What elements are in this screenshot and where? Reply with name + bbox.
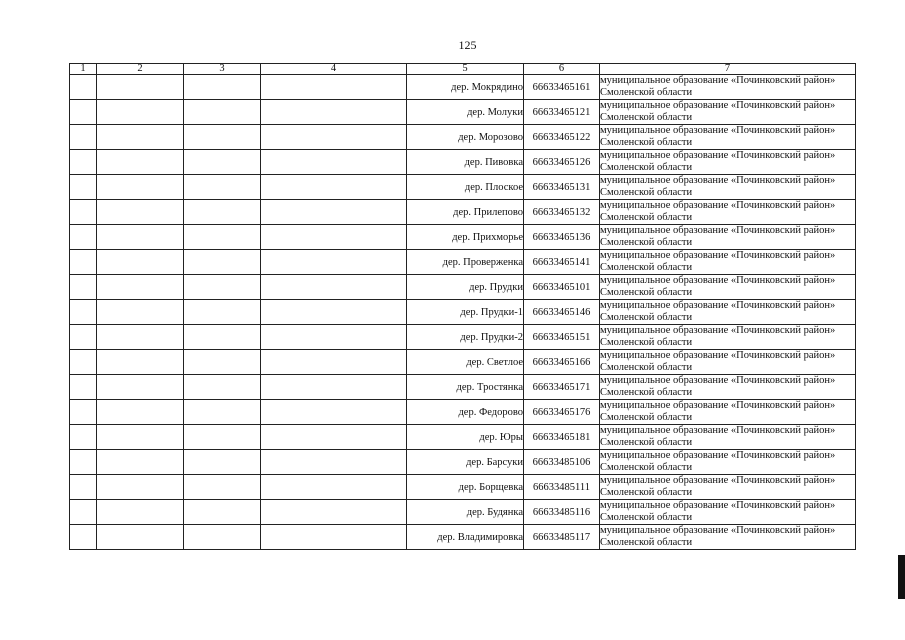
empty-cell (184, 500, 261, 525)
municipality-line-1: муниципальное образование «Починковский район» (600, 75, 836, 86)
empty-cell (97, 400, 184, 425)
municipality-cell (600, 100, 856, 125)
table-row (70, 175, 856, 200)
table-row (70, 525, 856, 550)
settlement-name-cell: дер. Проверженка (407, 250, 524, 275)
empty-cell (261, 375, 407, 400)
empty-cell (70, 500, 97, 525)
municipality-line-2: Смоленской области (600, 237, 693, 248)
municipality-line-2: Смоленской области (600, 437, 693, 448)
empty-cell (97, 350, 184, 375)
empty-cell (70, 200, 97, 225)
empty-cell (97, 300, 184, 325)
code-cell: 66633485117 (524, 525, 600, 550)
code-cell: 66633465136 (524, 225, 600, 250)
municipality-line-2: Смоленской области (600, 512, 693, 523)
empty-cell (184, 475, 261, 500)
table-row (70, 425, 856, 450)
empty-cell (70, 75, 97, 100)
municipality-line-1: муниципальное образование «Починковский район» (600, 350, 836, 361)
empty-cell (261, 525, 407, 550)
table-row (70, 475, 856, 500)
empty-cell (184, 125, 261, 150)
settlement-name-cell: дер. Прихморье (407, 225, 524, 250)
settlement-name-cell: дер. Юры (407, 425, 524, 450)
code-cell: 66633485116 (524, 500, 600, 525)
municipality-cell (600, 300, 856, 325)
empty-cell (261, 75, 407, 100)
header-row (70, 64, 856, 75)
code-cell: 66633465171 (524, 375, 600, 400)
empty-cell (70, 125, 97, 150)
empty-cell (184, 150, 261, 175)
settlement-name-cell: дер. Прудки-1 (407, 300, 524, 325)
municipality-cell (600, 125, 856, 150)
municipality-line-2: Смоленской области (600, 412, 693, 423)
code-cell: 66633465141 (524, 250, 600, 275)
settlement-name-cell: дер. Прудки-2 (407, 325, 524, 350)
column-header-7: 7 (600, 64, 856, 75)
column-header-1: 1 (70, 64, 97, 75)
municipality-line-1: муниципальное образование «Починковский район» (600, 400, 836, 411)
table-row (70, 300, 856, 325)
column-header-2: 2 (97, 64, 184, 75)
empty-cell (97, 500, 184, 525)
table-row (70, 225, 856, 250)
municipality-line-1: муниципальное образование «Починковский район» (600, 125, 836, 136)
settlement-name-cell: дер. Светлое (407, 350, 524, 375)
table-row (70, 325, 856, 350)
municipality-line-2: Смоленской области (600, 87, 693, 98)
code-cell: 66633465151 (524, 325, 600, 350)
registry-table-body (70, 75, 856, 550)
code-cell: 66633465126 (524, 150, 600, 175)
empty-cell (261, 350, 407, 375)
settlement-name-cell: дер. Морозово (407, 125, 524, 150)
code-cell: 66633485111 (524, 475, 600, 500)
page-number: 125 (458, 38, 477, 52)
empty-cell (261, 250, 407, 275)
municipality-line-2: Смоленской области (600, 337, 693, 348)
municipality-cell (600, 500, 856, 525)
table-row (70, 250, 856, 275)
empty-cell (97, 425, 184, 450)
municipality-line-2: Смоленской области (600, 112, 693, 123)
municipality-line-1: муниципальное образование «Починковский район» (600, 325, 836, 336)
municipality-cell (600, 200, 856, 225)
empty-cell (184, 175, 261, 200)
empty-cell (184, 525, 261, 550)
municipality-line-2: Смоленской области (600, 162, 693, 173)
settlement-name-cell: дер. Федорово (407, 400, 524, 425)
settlement-name-cell: дер. Борщевка (407, 475, 524, 500)
code-cell: 66633465176 (524, 400, 600, 425)
municipality-cell (600, 175, 856, 200)
empty-cell (70, 250, 97, 275)
municipality-line-2: Смоленской области (600, 137, 693, 148)
empty-cell (97, 450, 184, 475)
empty-cell (261, 275, 407, 300)
empty-cell (97, 225, 184, 250)
empty-cell (261, 450, 407, 475)
column-header-5: 5 (407, 64, 524, 75)
municipality-line-1: муниципальное образование «Починковский район» (600, 300, 836, 311)
municipality-cell (600, 475, 856, 500)
code-cell: 66633465122 (524, 125, 600, 150)
empty-cell (261, 425, 407, 450)
code-cell: 66633465101 (524, 275, 600, 300)
empty-cell (97, 125, 184, 150)
municipality-cell (600, 425, 856, 450)
empty-cell (70, 475, 97, 500)
empty-cell (184, 300, 261, 325)
municipality-line-2: Смоленской области (600, 362, 693, 373)
empty-cell (261, 225, 407, 250)
table-row (70, 125, 856, 150)
municipality-line-1: муниципальное образование «Починковский район» (600, 500, 836, 511)
table-row (70, 350, 856, 375)
municipality-line-1: муниципальное образование «Починковский район» (600, 475, 836, 486)
municipality-line-1: муниципальное образование «Починковский район» (600, 175, 836, 186)
municipality-line-2: Смоленской области (600, 287, 693, 298)
settlement-name-cell: дер. Плоское (407, 175, 524, 200)
empty-cell (184, 350, 261, 375)
settlement-name-cell: дер. Пивовка (407, 150, 524, 175)
empty-cell (261, 300, 407, 325)
table-row (70, 150, 856, 175)
empty-cell (70, 325, 97, 350)
settlement-name-cell: дер. Молуки (407, 100, 524, 125)
code-cell: 66633465166 (524, 350, 600, 375)
settlement-name-cell: дер. Мокрядино (407, 75, 524, 100)
code-cell: 66633465131 (524, 175, 600, 200)
table-row (70, 400, 856, 425)
empty-cell (70, 350, 97, 375)
municipality-line-2: Смоленской области (600, 262, 693, 273)
empty-cell (97, 75, 184, 100)
table-row (70, 75, 856, 100)
empty-cell (97, 275, 184, 300)
settlement-name-cell: дер. Прудки (407, 275, 524, 300)
code-cell: 66633465121 (524, 100, 600, 125)
empty-cell (70, 150, 97, 175)
column-header-4: 4 (261, 64, 407, 75)
municipality-line-1: муниципальное образование «Починковский район» (600, 450, 836, 461)
empty-cell (70, 175, 97, 200)
empty-cell (70, 300, 97, 325)
scan-edge-mark (898, 555, 905, 599)
settlement-name-cell: дер. Будянка (407, 500, 524, 525)
empty-cell (261, 500, 407, 525)
empty-cell (261, 325, 407, 350)
empty-cell (70, 400, 97, 425)
empty-cell (184, 450, 261, 475)
empty-cell (97, 200, 184, 225)
empty-cell (184, 225, 261, 250)
municipality-line-2: Смоленской области (600, 387, 693, 398)
empty-cell (97, 100, 184, 125)
empty-cell (70, 275, 97, 300)
municipality-line-2: Смоленской области (600, 487, 693, 498)
column-header-3: 3 (184, 64, 261, 75)
municipality-cell (600, 375, 856, 400)
table-row (70, 200, 856, 225)
municipality-cell (600, 150, 856, 175)
empty-cell (97, 175, 184, 200)
code-cell: 66633485106 (524, 450, 600, 475)
empty-cell (261, 125, 407, 150)
table-row (70, 100, 856, 125)
settlement-name-cell: дер. Владимировка (407, 525, 524, 550)
code-cell: 66633465181 (524, 425, 600, 450)
empty-cell (70, 375, 97, 400)
municipality-cell (600, 275, 856, 300)
empty-cell (184, 425, 261, 450)
empty-cell (261, 150, 407, 175)
empty-cell (184, 200, 261, 225)
empty-cell (184, 75, 261, 100)
empty-cell (261, 400, 407, 425)
empty-cell (261, 100, 407, 125)
settlement-name-cell: дер. Прилепово (407, 200, 524, 225)
empty-cell (184, 325, 261, 350)
empty-cell (97, 150, 184, 175)
municipality-cell (600, 350, 856, 375)
municipality-cell (600, 400, 856, 425)
municipality-line-2: Смоленской области (600, 537, 693, 548)
empty-cell (70, 425, 97, 450)
code-cell: 66633465146 (524, 300, 600, 325)
empty-cell (184, 100, 261, 125)
municipality-cell (600, 225, 856, 250)
code-cell: 66633465161 (524, 75, 600, 100)
empty-cell (97, 475, 184, 500)
empty-cell (261, 200, 407, 225)
municipality-line-1: муниципальное образование «Починковский район» (600, 225, 836, 236)
table-row (70, 500, 856, 525)
settlement-name-cell: дер. Барсуки (407, 450, 524, 475)
municipality-line-1: муниципальное образование «Починковский район» (600, 275, 836, 286)
municipality-cell (600, 525, 856, 550)
empty-cell (184, 250, 261, 275)
municipality-line-1: муниципальное образование «Починковский район» (600, 525, 836, 536)
empty-cell (97, 525, 184, 550)
municipality-cell (600, 75, 856, 100)
municipality-line-1: муниципальное образование «Починковский район» (600, 250, 836, 261)
empty-cell (97, 250, 184, 275)
municipality-line-2: Смоленской области (600, 462, 693, 473)
municipality-line-1: муниципальное образование «Починковский район» (600, 375, 836, 386)
settlement-name-cell: дер. Тростянка (407, 375, 524, 400)
empty-cell (184, 375, 261, 400)
empty-cell (261, 475, 407, 500)
table-row (70, 275, 856, 300)
municipality-line-1: муниципальное образование «Починковский район» (600, 100, 836, 111)
empty-cell (184, 400, 261, 425)
municipality-line-1: муниципальное образование «Починковский район» (600, 150, 836, 161)
municipality-line-2: Смоленской области (600, 212, 693, 223)
empty-cell (70, 450, 97, 475)
table-row (70, 375, 856, 400)
municipality-cell (600, 250, 856, 275)
municipality-line-1: муниципальное образование «Починковский район» (600, 200, 836, 211)
code-cell: 66633465132 (524, 200, 600, 225)
empty-cell (70, 225, 97, 250)
municipality-line-1: муниципальное образование «Починковский район» (600, 425, 836, 436)
empty-cell (261, 175, 407, 200)
column-header-6: 6 (524, 64, 600, 75)
municipality-line-2: Смоленской области (600, 187, 693, 198)
municipality-cell (600, 325, 856, 350)
registry-table (69, 63, 856, 550)
municipality-cell (600, 450, 856, 475)
municipality-line-2: Смоленской области (600, 312, 693, 323)
empty-cell (70, 100, 97, 125)
empty-cell (97, 325, 184, 350)
table-row (70, 450, 856, 475)
empty-cell (184, 275, 261, 300)
empty-cell (70, 525, 97, 550)
empty-cell (97, 375, 184, 400)
